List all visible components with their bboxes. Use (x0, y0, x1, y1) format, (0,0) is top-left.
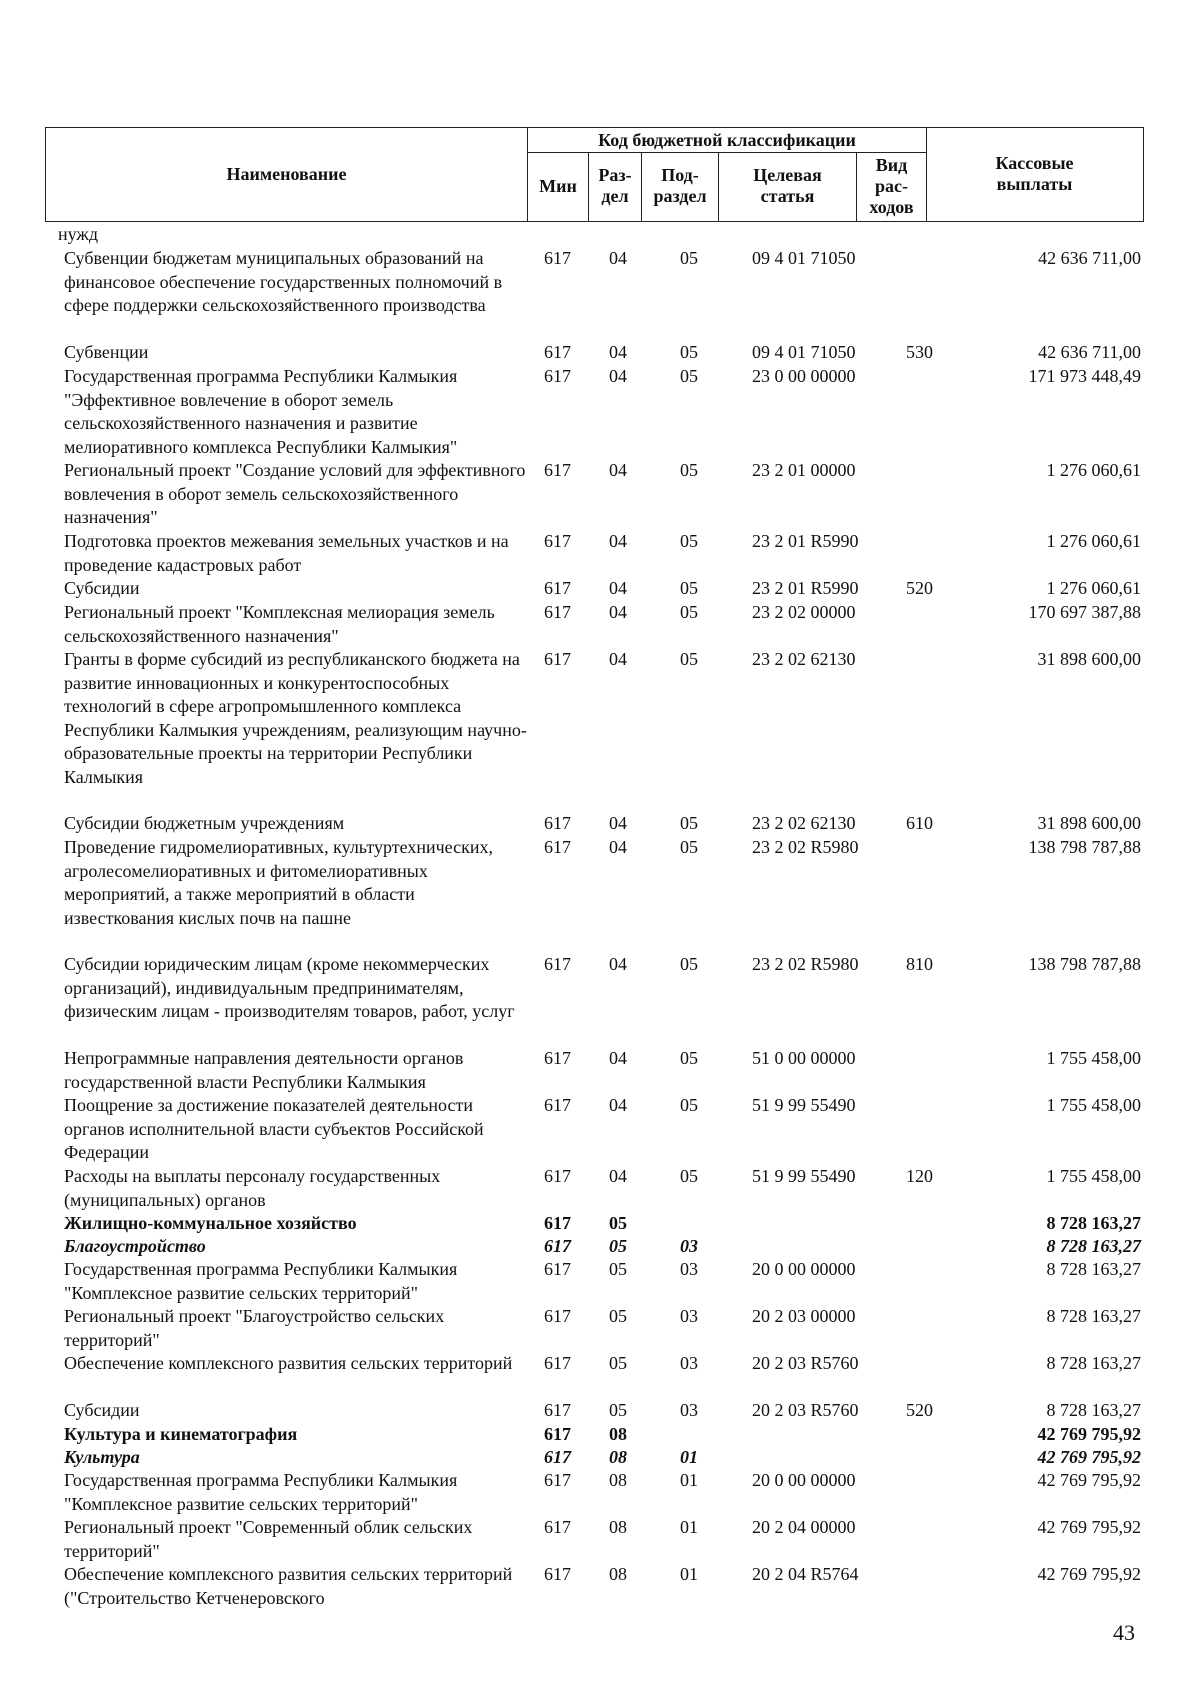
row-razdel: 08 (609, 1424, 627, 1444)
header-tselevaya-line1: Целевая (753, 165, 822, 185)
row-razdel: 05 (609, 1353, 627, 1373)
row-tselevaya: 20 2 03 R5760 (752, 1353, 859, 1373)
row-name: Жилищно-коммунальное хозяйство (64, 1213, 357, 1233)
row-podrazdel: 01 (680, 1517, 698, 1537)
row-razdel: 04 (609, 531, 627, 551)
row-name: Региональный проект "Современный облик сельских территорий" (64, 1517, 473, 1561)
row-min: 617 (544, 1400, 571, 1420)
row-sum: 1 755 458,00 (1046, 1095, 1141, 1115)
row-name: Субсидии (64, 578, 140, 598)
row-name: Региональный проект "Комплексная мелиорация земель сельскохозяйственного назначения" (64, 602, 495, 646)
row-razdel: 08 (609, 1517, 627, 1537)
row-vid: 530 (906, 342, 933, 362)
row-podrazdel: 05 (680, 366, 698, 386)
row-razdel: 05 (609, 1213, 627, 1233)
row-razdel: 04 (609, 954, 627, 974)
row-razdel: 05 (609, 1306, 627, 1326)
header-podrazdel-line2: раздел (653, 186, 707, 206)
row-podrazdel: 01 (680, 1470, 698, 1490)
row-sum: 8 728 163,27 (1046, 1236, 1141, 1256)
row-tselevaya: 23 2 02 R5980 (752, 954, 859, 974)
row-razdel: 04 (609, 342, 627, 362)
row-min: 617 (544, 1447, 571, 1467)
row-tselevaya: 09 4 01 71050 (752, 342, 856, 362)
row-name: Субсидии бюджетным учреждениям (64, 813, 345, 833)
header-vid-line3: ходов (869, 196, 914, 217)
row-tselevaya: 20 2 03 R5760 (752, 1400, 859, 1420)
row-sum: 171 973 448,49 (1028, 366, 1141, 386)
row-name: Культура и кинематография (64, 1424, 298, 1444)
row-podrazdel: 05 (680, 460, 698, 480)
row-razdel: 05 (609, 1236, 627, 1256)
row-podrazdel: 01 (680, 1564, 698, 1584)
row-sum: 1 276 060,61 (1046, 578, 1141, 598)
page-number: 43 (1113, 1620, 1135, 1645)
row-razdel: 04 (609, 1166, 627, 1186)
row-min: 617 (544, 1259, 571, 1279)
row-tselevaya: 23 2 01 R5990 (752, 531, 859, 551)
row-podrazdel: 03 (680, 1400, 698, 1420)
row-podrazdel: 05 (680, 1095, 698, 1115)
header-vid-line1: Вид (875, 154, 908, 175)
row-tselevaya: 23 2 02 R5980 (752, 837, 859, 857)
row-razdel: 04 (609, 649, 627, 669)
row-min: 617 (544, 366, 571, 386)
row-tselevaya: 20 2 04 00000 (752, 1517, 856, 1537)
header-vid (857, 152, 926, 220)
row-name: нужд (58, 224, 98, 244)
row-razdel: 04 (609, 813, 627, 833)
row-tselevaya: 23 0 00 00000 (752, 366, 856, 386)
row-name: Непрограммные направления деятельности органов государственной власти Республики Калмыкия (64, 1048, 464, 1092)
table-header (45, 127, 1144, 222)
row-min: 617 (544, 954, 571, 974)
row-name: Государственная программа Республики Калмыкия "Комплексное развитие сельских территорий" (64, 1259, 458, 1303)
header-podrazdel-line1: Под- (661, 165, 699, 185)
row-sum: 42 769 795,92 (1037, 1517, 1141, 1537)
row-vid: 520 (906, 578, 933, 598)
row-tselevaya: 23 2 01 R5990 (752, 578, 859, 598)
row-podrazdel: 03 (680, 1306, 698, 1326)
row-name: Расходы на выплаты персоналу государственных (муниципальных) органов (64, 1166, 441, 1210)
row-name: Государственная программа Республики Калмыкия "Эффективное вовлечение в оборот земель сельскохозяйственного назначения и развитие мелиоративного комплекса Республики Калмыкия" (64, 366, 458, 457)
row-min: 617 (544, 578, 571, 598)
row-sum: 42 769 795,92 (1037, 1447, 1141, 1467)
row-name: Субсидии юридическим лицам (кроме некоммерческих организаций), индивидуальным предпринимателям, физическим лицам - производителям товаров, работ, услуг (64, 954, 515, 1021)
row-podrazdel: 03 (680, 1236, 698, 1256)
header-kassovye (927, 128, 1142, 220)
header-razdel-line2: дел (601, 186, 629, 206)
row-name: Поощрение за достижение показателей деятельности органов исполнительной власти субъектов Российской Федерации (64, 1095, 484, 1162)
row-name: Культура (64, 1447, 140, 1467)
row-name: Подготовка проектов межевания земельных участков и на проведение кадастровых работ (64, 531, 509, 575)
header-podrazdel (642, 152, 718, 220)
row-sum: 8 728 163,27 (1046, 1306, 1141, 1326)
row-podrazdel: 05 (680, 837, 698, 857)
header-kassovye-line1: Кассовые (995, 153, 1074, 173)
row-name: Государственная программа Республики Калмыкия "Комплексное развитие сельских территорий" (64, 1470, 458, 1514)
row-min: 617 (544, 813, 571, 833)
row-razdel: 08 (609, 1447, 627, 1467)
row-min: 617 (544, 1213, 571, 1233)
row-min: 617 (544, 1306, 571, 1326)
row-tselevaya: 20 0 00 00000 (752, 1259, 856, 1279)
row-sum: 31 898 600,00 (1037, 813, 1141, 833)
row-name: Региональный проект "Создание условий для эффективного вовлечения в оборот земель сельскохозяйственного назначения" (64, 460, 526, 527)
row-podrazdel: 05 (680, 531, 698, 551)
row-sum: 170 697 387,88 (1028, 602, 1141, 622)
row-tselevaya: 51 9 99 55490 (752, 1095, 856, 1115)
row-razdel: 05 (609, 1259, 627, 1279)
row-podrazdel: 01 (680, 1447, 698, 1467)
row-sum: 8 728 163,27 (1046, 1353, 1141, 1373)
row-sum: 138 798 787,88 (1028, 954, 1141, 974)
row-min: 617 (544, 248, 571, 268)
row-razdel: 04 (609, 1048, 627, 1068)
row-vid: 120 (906, 1166, 933, 1186)
row-min: 617 (544, 649, 571, 669)
row-podrazdel: 05 (680, 248, 698, 268)
row-sum: 1 755 458,00 (1046, 1166, 1141, 1186)
row-tselevaya: 20 2 04 R5764 (752, 1564, 859, 1584)
row-name: Проведение гидромелиоративных, культуртехнических, агролесомелиоративных и фитомелиоративных мероприятий, а также мероприятий в области известкования кислых почв на пашне (64, 837, 493, 928)
row-podrazdel: 05 (680, 649, 698, 669)
row-sum: 31 898 600,00 (1037, 649, 1141, 669)
row-razdel: 04 (609, 1095, 627, 1115)
row-sum: 8 728 163,27 (1046, 1400, 1141, 1420)
row-podrazdel: 05 (680, 578, 698, 598)
row-razdel: 08 (609, 1564, 627, 1584)
header-vid-line2: рас- (875, 175, 908, 196)
row-min: 617 (544, 602, 571, 622)
row-min: 617 (544, 1517, 571, 1537)
row-min: 617 (544, 1424, 571, 1444)
row-min: 617 (544, 342, 571, 362)
row-razdel: 04 (609, 602, 627, 622)
row-min: 617 (544, 837, 571, 857)
row-name: Обеспечение комплексного развития сельских территорий (64, 1353, 513, 1373)
row-tselevaya: 23 2 02 62130 (752, 649, 856, 669)
row-sum: 42 636 711,00 (1038, 248, 1141, 268)
row-podrazdel: 05 (680, 954, 698, 974)
row-razdel: 08 (609, 1470, 627, 1490)
header-kassovye-line2: выплаты (996, 174, 1073, 194)
row-razdel: 04 (609, 248, 627, 268)
row-sum: 138 798 787,88 (1028, 837, 1141, 857)
row-sum: 1 276 060,61 (1046, 460, 1141, 480)
row-min: 617 (544, 531, 571, 551)
row-razdel: 04 (609, 460, 627, 480)
row-min: 617 (544, 1095, 571, 1115)
row-tselevaya: 20 2 03 00000 (752, 1306, 856, 1326)
row-tselevaya: 51 0 00 00000 (752, 1048, 856, 1068)
row-min: 617 (544, 1166, 571, 1186)
row-podrazdel: 05 (680, 1166, 698, 1186)
row-tselevaya: 23 2 01 00000 (752, 460, 856, 480)
row-vid: 810 (906, 954, 933, 974)
row-podrazdel: 05 (680, 342, 698, 362)
row-podrazdel: 03 (680, 1353, 698, 1373)
row-name: Гранты в форме субсидий из республиканского бюджета на развитие инновационных и конкурентоспособных технологий в сфере агропромышленного комплекса Республики Калмыкия учреждениям, реализующим научно-образовательные проекты на территории Республики Калмыкия (64, 649, 527, 787)
row-min: 617 (544, 1353, 571, 1373)
row-tselevaya: 20 0 00 00000 (752, 1470, 856, 1490)
row-min: 617 (544, 460, 571, 480)
row-razdel: 04 (609, 366, 627, 386)
row-podrazdel: 05 (680, 813, 698, 833)
row-name: Субвенции (64, 342, 149, 362)
row-sum: 8 728 163,27 (1046, 1213, 1141, 1233)
header-code-group: Код бюджетной классификации (598, 129, 856, 150)
header-tselevaya (719, 152, 856, 220)
row-sum: 1 276 060,61 (1046, 531, 1141, 551)
header-min: Мин (539, 175, 577, 196)
row-sum: 42 769 795,92 (1037, 1424, 1141, 1444)
row-razdel: 05 (609, 1400, 627, 1420)
row-name: Обеспечение комплексного развития сельских территорий ("Строительство Кетченеровского (64, 1564, 513, 1608)
row-min: 617 (544, 1470, 571, 1490)
row-sum: 1 755 458,00 (1046, 1048, 1141, 1068)
row-min: 617 (544, 1564, 571, 1584)
row-tselevaya: 51 9 99 55490 (752, 1166, 856, 1186)
row-tselevaya: 23 2 02 00000 (752, 602, 856, 622)
header-name: Наименование (226, 163, 347, 184)
row-vid: 520 (906, 1400, 933, 1420)
row-name: Региональный проект "Благоустройство сельских территорий" (64, 1306, 445, 1350)
row-podrazdel: 05 (680, 1048, 698, 1068)
row-sum: 42 769 795,92 (1037, 1564, 1141, 1584)
row-name: Благоустройство (64, 1236, 206, 1256)
row-sum: 42 636 711,00 (1038, 342, 1141, 362)
row-podrazdel: 03 (680, 1259, 698, 1279)
row-podrazdel: 05 (680, 602, 698, 622)
row-vid: 610 (906, 813, 933, 833)
header-razdel-line1: Раз- (598, 165, 632, 185)
header-razdel (589, 152, 641, 220)
row-min: 617 (544, 1236, 571, 1256)
row-razdel: 04 (609, 837, 627, 857)
row-tselevaya: 09 4 01 71050 (752, 248, 856, 268)
row-min: 617 (544, 1048, 571, 1068)
row-name: Субсидии (64, 1400, 140, 1420)
row-sum: 8 728 163,27 (1046, 1259, 1141, 1279)
row-sum: 42 769 795,92 (1037, 1470, 1141, 1490)
row-razdel: 04 (609, 578, 627, 598)
row-tselevaya: 23 2 02 62130 (752, 813, 856, 833)
row-name: Субвенции бюджетам муниципальных образований на финансовое обеспечение государственных полномочий в сфере поддержки сельскохозяйственного производства (64, 248, 503, 315)
header-tselevaya-line2: статья (760, 186, 815, 206)
